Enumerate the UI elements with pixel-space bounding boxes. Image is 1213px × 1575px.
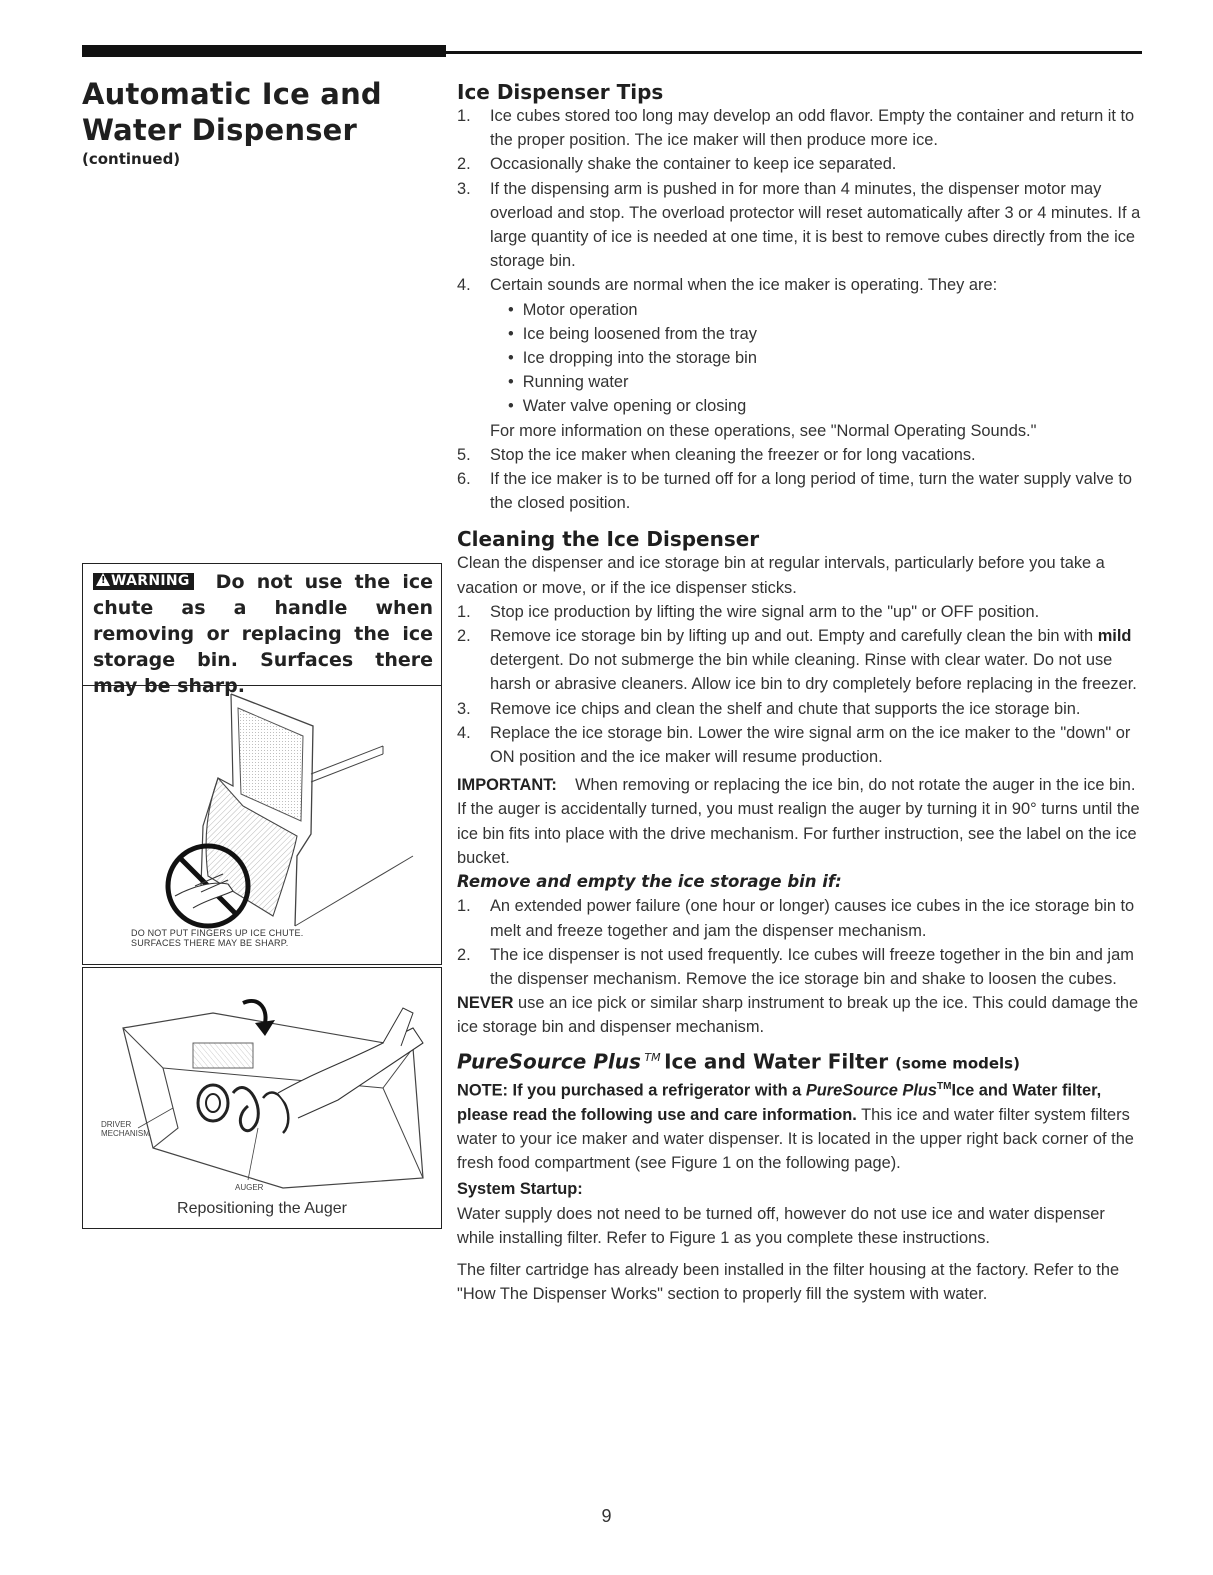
- important-label: IMPORTANT:: [457, 776, 557, 795]
- cleaning-heading: Cleaning the Ice Dispenser: [457, 527, 760, 552]
- main-content: [457, 80, 1145, 1306]
- remove-list: [457, 894, 1145, 991]
- page-subtitle: (continued): [82, 150, 181, 168]
- header-rule-thin: [446, 51, 1142, 54]
- sounds-list: [457, 298, 1145, 419]
- page-title-line2: Water Dispenser: [82, 113, 358, 147]
- startup-text: Water supply does not need to be turned off, however do not use ice and water dispenser while installing filter. Refer to Figure 1 as you complete these instructions.: [457, 1204, 1105, 1247]
- list-item: 5. Stop the ice maker when cleaning the freezer or for long vacations.: [457, 445, 976, 464]
- important-note: IMPORTANT: When removing or replacing the ice bin, do not rotate the auger in the ice bin. If the auger is accidentally turned, you must realign the auger by turning it in 90° turns until the ice bin fits into place with the drive mechanism. For further instruction, see the label on the ice bucket.: [457, 776, 1140, 867]
- list-item: • Ice dropping into the storage bin: [508, 346, 1145, 370]
- startup-heading: System Startup:: [457, 1180, 583, 1199]
- list-item: 4. Replace the ice storage bin. Lower the wire signal arm on the ice maker to the "down" or ON position and the ice maker will resume production.: [457, 723, 1131, 767]
- page-title-line1: Automatic Ice and: [82, 77, 382, 111]
- list-item: • Running water: [508, 370, 1145, 394]
- warning-triangle-icon: !: [96, 573, 110, 586]
- list-item: 1. An extended power failure (one hour or longer) causes ice cubes in the ice storage bin to melt and freeze together and jam the dispenser mechanism.: [457, 897, 1135, 940]
- list-item: 2. Remove ice storage bin by lifting up and out. Empty and carefully clean the bin with mild detergent. Do not submerge the bin while cleaning. Rinse with clear water. Do not use harsh or abrasive cleaners. Allow ice bin to dry completely before replacing in the freezer.: [457, 627, 1137, 694]
- never-label: NEVER: [457, 994, 514, 1013]
- sounds-note: For more information on these operations, see "Normal Operating Sounds.": [490, 421, 1037, 440]
- figure-ice-chute: [83, 686, 441, 964]
- cartridge-text: The filter cartridge has already been installed in the filter housing at the factory. Refer to the "How The Dispenser Works" section to properly fill the system with water.: [457, 1261, 1120, 1304]
- list-item: 6. If the ice maker is to be turned off for a long period of time, turn the water supply valve to the closed position.: [457, 470, 1133, 513]
- figure-auger-caption: Repositioning the Auger: [177, 1200, 347, 1217]
- tips-list-continued: [457, 443, 1145, 516]
- ice-chute-illustration: [83, 686, 440, 964]
- list-item: 4. Certain sounds are normal when the ice maker is operating. They are:: [457, 276, 998, 295]
- never-note: NEVER use an ice pick or similar sharp instrument to break up the ice. This could damage the ice storage bin and dispenser mechanism.: [457, 994, 1139, 1037]
- list-item: • Water valve opening or closing: [508, 394, 1145, 418]
- figure-ice-chute-caption: DO NOT PUT FINGERS UP ICE CHUTE. SURFACES THERE MAY BE SHARP.: [131, 928, 304, 948]
- warning-box: [82, 563, 442, 965]
- driver-mechanism-label: DRIVER MECHANISM: [101, 1120, 150, 1138]
- figure-auger-box: [82, 967, 442, 1229]
- tips-list: [457, 104, 1145, 298]
- header-rule-thick: [82, 45, 446, 57]
- list-item: • Ice being loosened from the tray: [508, 322, 1145, 346]
- list-item: 1. Ice cubes stored too long may develop an odd flavor. Empty the container and return it to the proper position. The ice maker will then produce more ice.: [457, 107, 1135, 150]
- section-header: [82, 76, 442, 168]
- list-item: 1. Stop ice production by lifting the wire signal arm to the "up" or OFF position.: [457, 602, 1040, 621]
- cleaning-list: [457, 600, 1145, 769]
- tips-heading: Ice Dispenser Tips: [457, 80, 664, 104]
- list-item: 2. Occasionally shake the container to keep ice separated.: [457, 155, 897, 174]
- list-item: 3. Remove ice chips and clean the shelf and chute that supports the ice storage bin.: [457, 699, 1081, 718]
- cleaning-intro: Clean the dispenser and ice storage bin at regular intervals, particularly before you take a vacation or move, or if the ice dispenser sticks.: [457, 554, 1105, 597]
- auger-label: AUGER: [235, 1183, 264, 1192]
- list-item: • Motor operation: [508, 298, 1145, 322]
- list-item: 2. The ice dispenser is not used frequently. Ice cubes will freeze together in the bin and jam the dispenser mechanism. Remove the ice storage bin and shake to loosen the cubes.: [457, 945, 1134, 988]
- warning-message: Do not use the ice chute as a handle when removing or replacing the ice storage bin. Surfaces there may be sharp.: [93, 571, 433, 697]
- list-item: 3. If the dispensing arm is pushed in for more than 4 minutes, the dispenser motor may overload and stop. The overload protector will reset automatically after 3 or 4 minutes. If a large quantity of ice is needed at one time, it is best to remove cubes directly from the ice storage bin.: [457, 179, 1141, 271]
- filter-heading: PureSource Plus ™ Ice and Water Filter (some models): [457, 1049, 1020, 1074]
- filter-note: NOTE: If you purchased a refrigerator with a PureSource Plus™Ice and Water filter, please read the following use and care information. This ice and water filter system filters water to your ice maker and water dispenser. It is located in the upper right back corner of the fresh food compartment (see Figure 1 on the following page).: [457, 1081, 1134, 1173]
- remove-heading: Remove and empty the ice storage bin if:: [457, 872, 842, 892]
- page-number: 9: [601, 1506, 612, 1526]
- warning-text-block: [83, 564, 441, 697]
- warning-badge: ! WARNING: [93, 573, 194, 590]
